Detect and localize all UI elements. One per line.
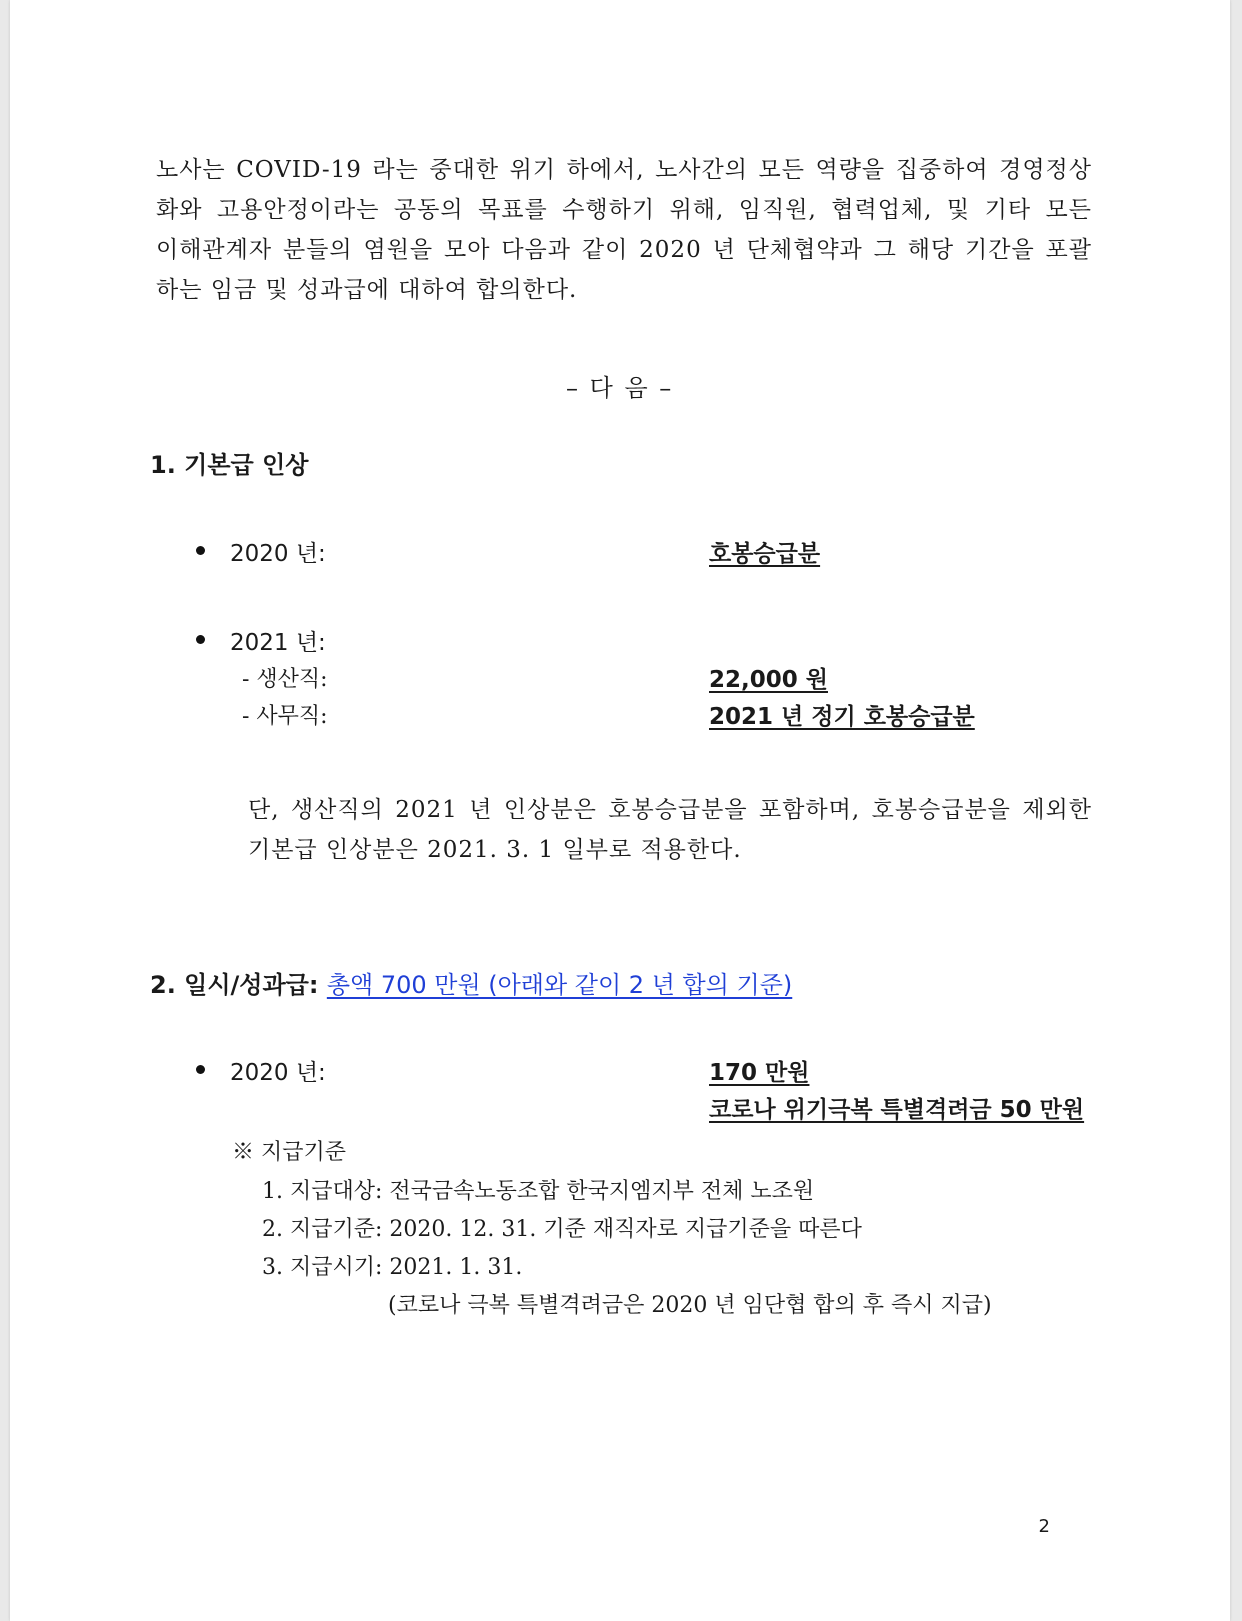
section2-2020-year: 2020 년: xyxy=(230,1060,326,1086)
bullet-icon xyxy=(196,635,205,644)
section2-2020-value1: 170 만원 xyxy=(709,1060,810,1086)
criteria-item: 3. 지급시기: 2021. 1. 31. xyxy=(262,1255,523,1280)
intro-line: 하는 임금 및 성과급에 대하여 합의한다. xyxy=(156,277,578,303)
criteria-item: 2. 지급기준: 2020. 12. 31. 기준 재직자로 지급기준을 따른다 xyxy=(262,1217,862,1242)
criteria-footnote: (코로나 극복 특별격려금은 2020 년 임단협 합의 후 즉시 지급) xyxy=(388,1293,992,1318)
section2-heading-label: 2. 일시/성과급: xyxy=(150,971,319,999)
production-label: - 생산직: xyxy=(242,667,328,692)
intro-paragraph xyxy=(156,150,1092,310)
intro-line: 노사는 COVID-19 라는 중대한 위기 하에서, 노사간의 모든 역량을 집중하여 경영정상 xyxy=(156,157,1092,183)
section1-heading: 1. 기본급 인상 xyxy=(150,451,309,479)
section1-2020-value: 호봉승급분 xyxy=(709,541,821,567)
section2-heading xyxy=(150,965,792,1000)
note-line: 기본급 인상분은 2021. 3. 1 일부로 적용한다. xyxy=(248,837,742,863)
bullet-icon xyxy=(196,1065,205,1074)
note-line: 단, 생산직의 2021 년 인상분은 호봉승급분을 포함하며, 호봉승급분을 제외한 xyxy=(248,797,1092,823)
production-value: 22,000 원 xyxy=(709,667,828,693)
section1-2021-year: 2021 년: xyxy=(230,630,326,656)
section1-2020-year: 2020 년: xyxy=(230,541,326,567)
criteria-item: 1. 지급대상: 전국금속노동조합 한국지엠지부 전체 노조원 xyxy=(262,1179,815,1204)
office-label: - 사무직: xyxy=(242,704,328,729)
office-value: 2021 년 정기 호봉승급분 xyxy=(709,704,975,730)
intro-line: 화와 고용안정이라는 공동의 목표를 수행하기 위해, 임직원, 협력업체, 및 기타 모든 xyxy=(156,197,1092,223)
section1-note xyxy=(248,790,1092,870)
page-number: 2 xyxy=(1038,1516,1050,1537)
section-separator: – 다 음 – xyxy=(566,374,674,402)
bullet-icon xyxy=(196,546,205,555)
intro-line: 이해관계자 분들의 염원을 모아 다음과 같이 2020 년 단체협약과 그 해당 기간을 포괄 xyxy=(156,237,1092,263)
section2-2020-value2: 코로나 위기극복 특별격려금 50 만원 xyxy=(709,1097,1085,1123)
total-amount-link[interactable]: 총액 700 만원 (아래와 같이 2 년 합의 기준) xyxy=(326,971,793,999)
criteria-title: ※ 지급기준 xyxy=(232,1140,347,1165)
document-page xyxy=(10,0,1230,1621)
